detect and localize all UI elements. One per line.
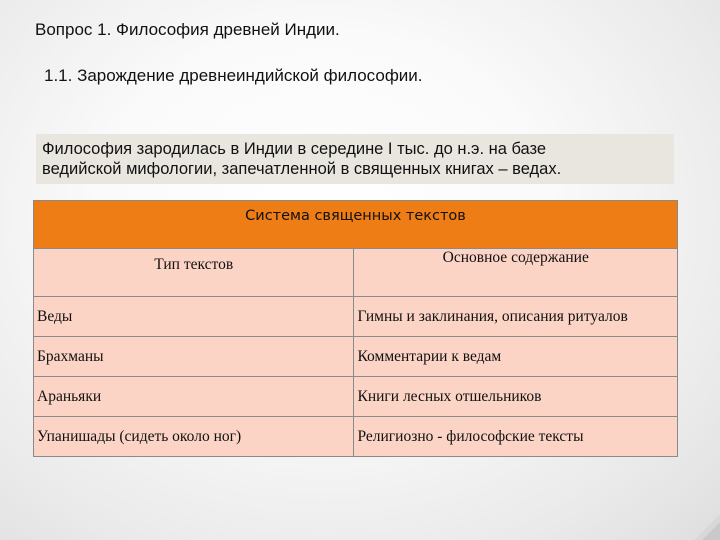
cell-main-content: Гимны и заклинания, описания ритуалов (354, 297, 678, 337)
slide-subtitle: 1.1. Зарождение древнеиндийской философии. (44, 66, 423, 85)
header-main-content: Основное содержание (354, 249, 678, 297)
cell-text-type: Брахманы (34, 337, 354, 377)
triangle-corner-icon (694, 514, 720, 540)
cell-text-type: Араньяки (34, 377, 354, 417)
slide-title: Вопрос 1. Философия древней Индии. (35, 20, 340, 39)
table-row (34, 377, 678, 417)
cell-main-content: Комментарии к ведам (354, 337, 678, 377)
table-row (34, 337, 678, 377)
cell-text-type: Веды (34, 297, 354, 337)
callout-box (36, 134, 674, 184)
cell-main-content: Религиозно - философские тексты (354, 417, 678, 457)
table-row (34, 417, 678, 457)
table-row (34, 297, 678, 337)
cell-main-content: Книги лесных отшельников (354, 377, 678, 417)
table-header-row (34, 249, 678, 297)
cell-text-type: Упанишады (сидеть около ног) (34, 417, 354, 457)
sacred-texts-table (33, 200, 678, 457)
callout-line-2: ведийской мифологии, запечатленной в священных книгах – ведах. (42, 160, 562, 178)
header-text-type: Тип текстов (34, 249, 354, 297)
callout-line-1: Философия зародилась в Индии в середине I тыс. до н.э. на базе (42, 140, 547, 158)
table-caption: Система священных текстов (34, 201, 678, 249)
